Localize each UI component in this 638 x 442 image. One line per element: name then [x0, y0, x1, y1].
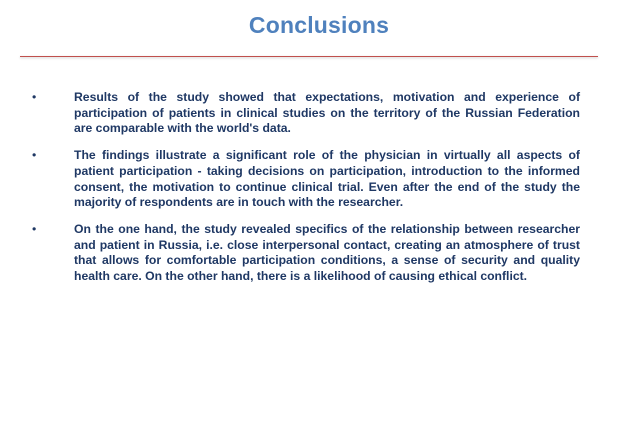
bullet-text-2: The findings illustrate a significant role of the physician in virtually all aspects of patient participation - taking decisions on participation, introduction to the informed consent, the motivation to continue clinical trial. Even after the end of the study the majority of respondents are in touch with the researcher.: [74, 148, 580, 210]
bullet-item-1: [32, 90, 580, 137]
bullet-icon: •: [32, 221, 37, 236]
bullet-icon: •: [32, 148, 37, 163]
bullet-text-1: Results of the study showed that expectations, motivation and experience of participation of patients in clinical studies on the territory of the Russian Federation are comparable with the world's data.: [74, 90, 580, 136]
bullet-item-2: [32, 148, 580, 211]
bullet-icon: •: [32, 90, 37, 104]
slide-title: Conclusions: [248, 12, 390, 38]
bullet-text-3: On the one hand, the study revealed specifics of the relationship between researcher and patient in Russia, i.e. close interpersonal contact, creating an atmosphere of trust that allows for comfortable participation conditions, a sense of security and quality health care. On the other hand, there is a likelihood of causing ethical conflict.: [74, 221, 580, 284]
bullet-item-3: [32, 222, 580, 285]
bullet-list: [32, 90, 580, 296]
title-divider: [20, 56, 598, 57]
